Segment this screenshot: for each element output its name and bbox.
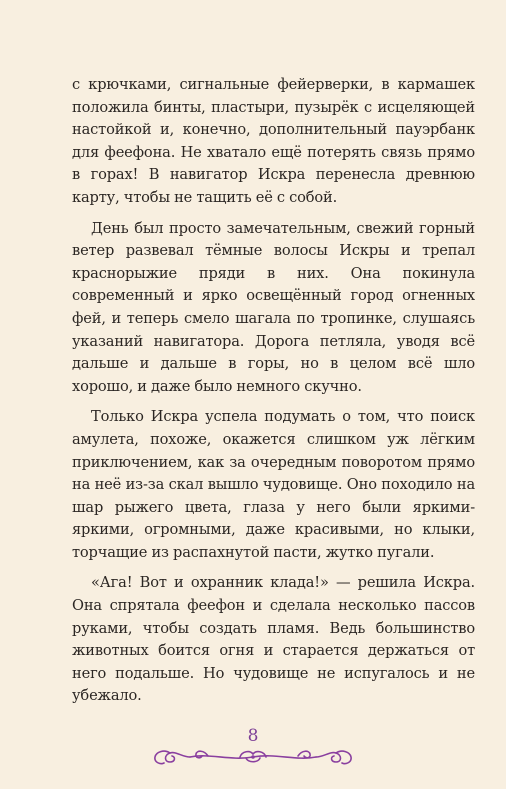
paragraph-3: Только Искра успела подумать о том, что поиск амулета, похоже, окажется слишком уж лёгким приключением, как за очередным поворотом прямо на неё из-за скал вышло чудовище. Оно походило на шар рыжего цвета, глаза у него были яркими-яркими, огромными, даже красивыми, но клыки, торчащие из распахнутой пасти, жутко пугали. [72, 408, 475, 561]
page-number: 8 [247, 726, 259, 746]
paragraph-1: с крючками, сигнальные фейерверки, в кармашек положила бинты, пластыри, пузырёк с исцеляющей настойкой и, конечно, дополнительный пауэрбанк для феефона. Не хватало ещё потерять связь прямо в горах! В навигатор Искра перенесла древнюю карту, чтобы не тащить её с собой. [72, 76, 475, 206]
paragraph-2: День был просто замечательным, свежий горный ветер развевал тёмные волосы Искры и трепал краснорыжие пряди в них. Она покинула современный и ярко освещённый город огненных фей, и теперь смело шагала по тропинке, слушаясь указаний навигатора. Дорога петляла, уводя всё дальше и дальше в горы, но в целом всё шло хорошо, и даже было немного скучно. [72, 219, 475, 395]
flourish-divider-icon [150, 744, 356, 770]
body-text [72, 74, 475, 716]
paragraph-4: «Ага! Вот и охранник клада!» — решила Искра. Она спрятала феефон и сделала несколько пассов руками, чтобы создать пламя. Ведь большинство животных боится огня и старается держаться от него подальше. Но чудовище не испугалось и не убежало. [72, 574, 475, 705]
